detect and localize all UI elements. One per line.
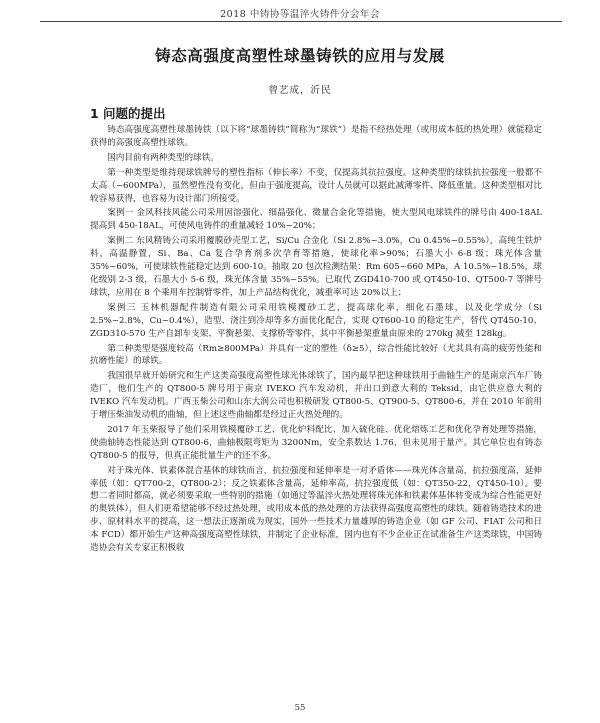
paragraph-type-two: 第二种类型是强度较高（Rm≥800MPa）并具有一定的塑性（δ≥5），综合性能比较好（尤其具有高的疲劳性能和抗磨性能）的球铁。 [90, 343, 542, 367]
section-heading: 1 问题的提出 [90, 106, 166, 121]
body-text [90, 124, 542, 557]
paragraph-case-two: 案例二 东风精铸公司采用覆膜砂壳型工艺，Si/Cu 合金化（Si 2.8%~3.0%，Cu 0.45%~0.55%），高纯生铁炉料，高温静置，Si、Ba、Ca 复合孕育剂多次孕育等措施，使球化率>90%；石墨大小 6-8 级；珠光体含量 35%~60%，可使球铁性能稳定达到 600-10。抽取 20 包次检测结果：Rm 605~660 MPa，A 10.5%~18.5%，球化级别 2-3 级，石墨大小 5-6 级，珠光体含量 35%~55%。已取代 ZGD410-700 或 QT450-10、QT500-7 等牌号球铁，应用在 8 个乘用车控制臂零件，加上产品结构优化，减重率可达 20%以上； [90, 236, 542, 298]
page-number: 55 [294, 703, 306, 713]
paragraph-yuchai-2017: 2017 年玉柴报导了他们采用铁模覆砂工艺、优化炉料配比、加入硫化硅、优化熔炼工艺和优化孕育处理等措施，使曲轴铸态性能达到 QT800-6，曲轴极限弯矩为 3200Nm，安全系数达 1.76，但未见用于量产。其它单位也有铸态 QT800-5 的报导，但真正能批量生产的还不多。 [90, 424, 542, 461]
paragraph-case-three: 案例三 玉林机器配件制造有限公司采用铁模覆砂工艺，提高球化率，细化石墨球，以及化学成分（Si 2.5%~2.8%，Cu~0.4%），造型、浇注到冷却等多方面优化配合，实现 QT600-10 的稳定生产，替代 QT450-10、ZGD310-570 生产自卸车支架、平衡悬架、支撑桥等零件，其中平衡悬架重量由原来的 270kg 减至 128kg。 [90, 302, 542, 339]
paragraph-case-one: 案例一 金风科技风能公司采用固溶强化、细晶强化、微量合金化等措施，使大型风电球铁件的牌号由 400-18AL 提高到 450-18AL，可使风电铸件的重量减轻 10%~20%； [90, 208, 542, 232]
paragraph-two-types: 国内目前有两种类型的球铁。 [107, 152, 219, 163]
running-header: 2018 中铸协等温淬火铸件分会年会 [220, 9, 380, 20]
header-rule [40, 21, 562, 22]
paragraph-definition: 铸态高强度高塑性球墨铸铁（以下将“球墨铸铁”简称为“球铁”）是指不经热处理（或用成本低的热处理）就能稳定获得的高强度高塑性球铁。 [90, 125, 542, 148]
paper-title: 铸态高强度高塑性球墨铸铁的应用与发展 [155, 47, 445, 65]
paper-authors: 曾艺成，沂民 [268, 85, 332, 96]
paragraph-history: 我国很早就开始研究和生产这类高强度高塑性球光体球铁了，国内最早把这种球铁用于曲轴生产的是南京汽车厂铸造厂，他们生产的 QT800-5 牌号用于南京 IVEKO 汽车发动机，并出口到意大利的 Teksid，由它供应意大利的 IVEKO 汽车发动机。广西玉柴公司和山东大润公司也积极研发 QT800-5、QT900-5、QT800-6，并在 2010 年前用于增压柴油发动机的曲轴，但上述这些曲轴都是经过正火热处理的。 [90, 371, 542, 421]
paragraph-type-one: 第一种类型是维持现球铁牌号的塑性指标（伸长率）不变，仅提高其抗拉强度。这种类型的球铁抗拉强度一般都不太高（~600MPa），虽然塑性没有变化，但由于强度提高，设计人员就可以据此减薄零件、降低重量。这种类型相对比较容易获得，也容易为设计部门所接受。 [90, 167, 542, 204]
paragraph-tradeoff: 对于珠光体、铁素体混合基体的球铁而言，抗拉强度和延伸率是一对矛盾体——珠光体含量高，抗拉强度高，延伸率低（如：QT700-2，QT800-2）；反之铁素体含量高，延伸率高，抗拉强度低（如：QT350-22，QT450-10）。要想二者同时都高，就必须要采取一些特别的措施（如通过等温淬火热处理将珠光体和铁素体基体转变成为综合性能更好的奥铁体），但人们更希望能够不经过热处理，或用成本低的热处理的方法获得高强度高塑性的球铁。随着铸造技术的进步、原材料水平的提高，这一想法正逐渐成为现实，国外一些技术力量雄厚的铸造企业（如 GF 公司、FIAT 公司和日本 FCD）都开始生产这种高强度高塑性球铁，并制定了企业标准，国内也有不少企业正在试准备生产这类球铁，中国铸造协会有关专家正积极收 [90, 465, 542, 554]
